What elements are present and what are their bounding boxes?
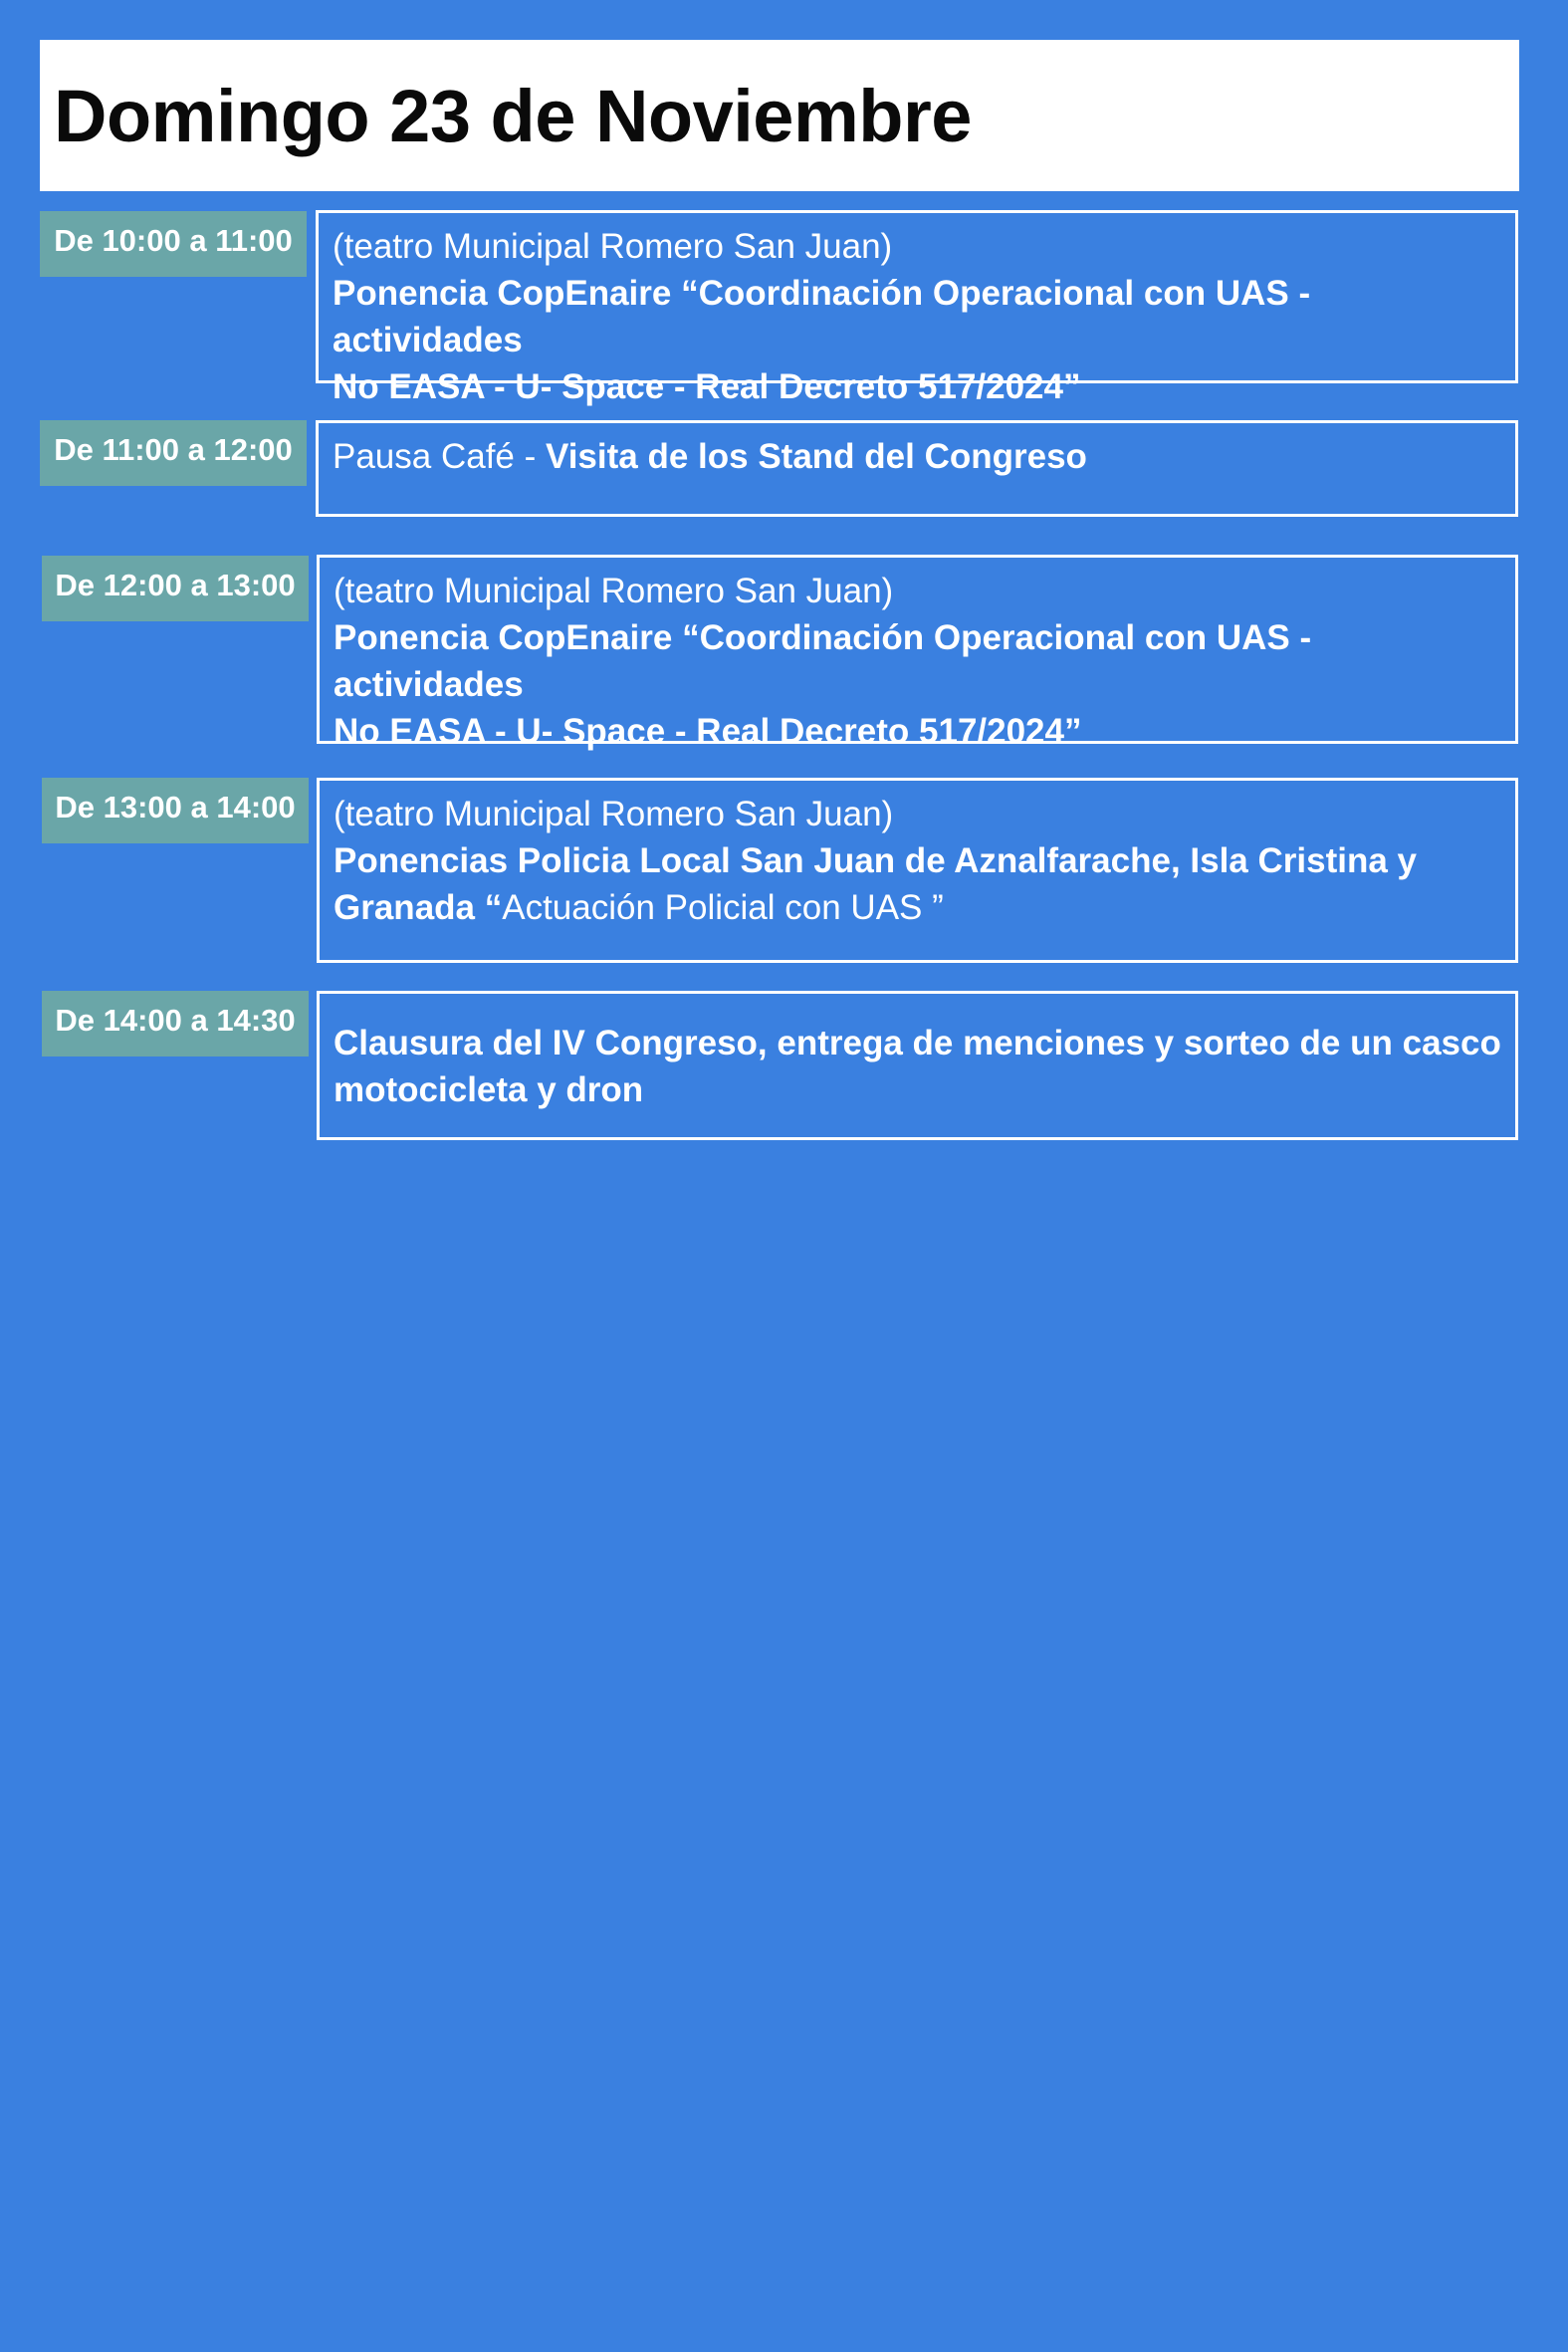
event-title-line: Ponencia CopEnaire “Coordinación Operacional con UAS - actividades — [334, 618, 1312, 704]
event-venue: (teatro Municipal Romero San Juan) — [334, 795, 894, 833]
event-break-label: Pausa Café - — [333, 437, 546, 476]
event-title-line: Ponencias Policia Local San Juan de Aznalfarache, Isla Cristina y — [334, 841, 1417, 880]
page-title: Domingo 23 de Noviembre — [54, 75, 972, 157]
event-venue: (teatro Municipal Romero San Juan) — [334, 572, 894, 610]
time-slot-label: De 12:00 a 13:00 — [42, 556, 309, 621]
event-subtitle: Actuación Policial con UAS ” — [502, 888, 944, 927]
event-title-line: No EASA - U- Space - Real Decreto 517/2024” — [334, 712, 1082, 751]
event-title-line: Ponencia CopEnaire “Coordinación Operacional con UAS - actividades — [333, 274, 1311, 359]
event-venue: (teatro Municipal Romero San Juan) — [333, 227, 893, 266]
event-title: Visita de los Stand del Congreso — [546, 437, 1087, 476]
page-title-banner — [40, 40, 1519, 191]
event-title-line: Clausura del IV Congreso, entrega de menciones y sorteo de un casco — [334, 1024, 1501, 1062]
schedule-event — [316, 420, 1518, 517]
event-title-line: motocicleta y dron — [334, 1070, 644, 1109]
event-title-line: No EASA - U- Space - Real Decreto 517/2024” — [333, 367, 1081, 406]
schedule-event — [316, 210, 1518, 406]
time-slot-label: De 11:00 a 12:00 — [40, 420, 307, 486]
time-slot-label: De 13:00 a 14:00 — [42, 778, 309, 843]
event-title-fragment: Granada “ — [334, 888, 503, 927]
schedule-event — [317, 991, 1518, 1140]
time-slot-label: De 14:00 a 14:30 — [42, 991, 309, 1057]
time-slot-label: De 10:00 a 11:00 — [40, 211, 307, 277]
schedule-event — [317, 555, 1518, 751]
schedule-event — [317, 778, 1518, 963]
